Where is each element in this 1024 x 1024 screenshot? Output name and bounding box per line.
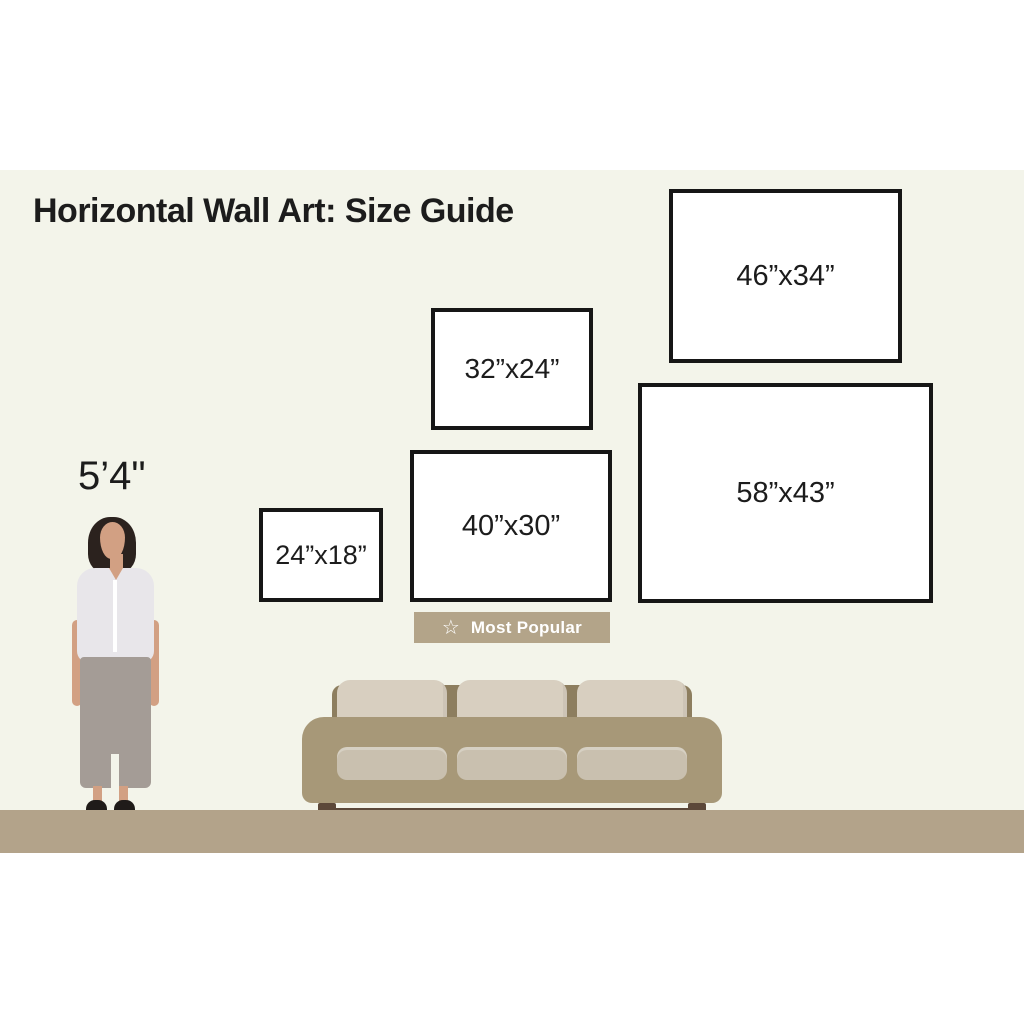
frame-size-label: 24”x18” xyxy=(275,539,367,570)
star-icon: ☆ xyxy=(441,616,460,639)
sofa-seat-cushion xyxy=(337,747,447,780)
person-blouse-placket xyxy=(113,580,117,652)
sofa-seat-cushion xyxy=(577,747,687,780)
frame-46x34 xyxy=(669,189,902,363)
person-figure xyxy=(70,454,170,818)
sofa xyxy=(302,680,722,831)
sofa-seat-cushion xyxy=(457,747,567,780)
most-popular-label: Most Popular xyxy=(470,617,583,637)
frame-size-label: 46”x34” xyxy=(736,259,835,292)
frame-40x30 xyxy=(410,450,612,602)
most-popular-badge xyxy=(414,612,610,643)
page-title: Horizontal Wall Art: Size Guide xyxy=(33,192,514,230)
frame-32x24 xyxy=(431,308,593,430)
person-pants-gap xyxy=(111,754,119,788)
person-height-label: 5’4" xyxy=(78,454,146,498)
frame-size-label: 58”x43” xyxy=(736,476,835,509)
floor xyxy=(0,810,1024,853)
frame-size-label: 32”x24” xyxy=(464,353,560,384)
frame-size-label: 40”x30” xyxy=(461,509,561,542)
person-neckline xyxy=(109,568,123,580)
frame-58x43 xyxy=(638,383,933,603)
frame-24x18 xyxy=(259,508,383,602)
wall-scene xyxy=(0,170,1024,853)
